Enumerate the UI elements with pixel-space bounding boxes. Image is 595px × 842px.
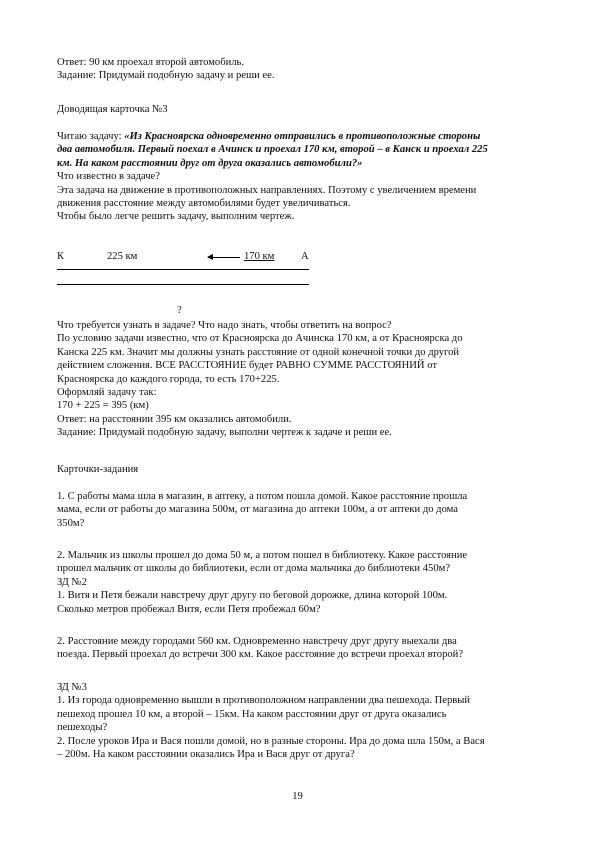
- sd3-heading: ЗД №3: [57, 682, 87, 693]
- answer-block: [57, 56, 547, 83]
- task-1-line-1: 1. С работы мама шла в магазин, в аптеку, а потом пошла домой. Какое расстояние прошла: [57, 491, 468, 502]
- read-prefix: Читаю задачу:: [57, 131, 125, 142]
- diagram-line-bottom: [57, 284, 309, 285]
- sd3-task-2-line-2: – 200м. На каком расстоянии оказались Ира и Вася друг от друга?: [57, 749, 355, 761]
- solution-line-2: По условию задачи известно, что от Красноярска до Ачинска 170 км, а от Красноярска до: [57, 333, 463, 345]
- problem-text-1: «Из Красноярска одновременно отправились в противоположные стороны: [124, 131, 481, 142]
- sd3-task-1-line-1: 1. Из города одновременно вышли в противоположном направлении два пешехода. Первый: [57, 695, 471, 707]
- task-1-line-2: мама, если от работы до магазина 500м, от магазина до аптеки 100м, а от аптеки до дома: [57, 504, 459, 516]
- label-kansk: К: [57, 251, 65, 262]
- explanation-line-3: Чтобы было легче решить задачу, выполним чертеж.: [57, 211, 295, 223]
- card3-problem: [57, 130, 547, 224]
- sd3-task-1-line-2: пешеход прошел 10 км, а второй – 15км. На каком расстоянии друг от друга оказались: [57, 708, 447, 720]
- answer-line: Ответ: 90 км проехал второй автомобиль.: [57, 57, 245, 68]
- sd3-block: [57, 681, 547, 761]
- problem-line-2: два автомобиля. Первый поехал в Ачинск и проехал 170 км, второй – в Канск и проехал 225: [57, 144, 488, 156]
- solution-line-4: действием сложения. ВСЕ РАССТОЯНИЕ будет РАВНО СУММЕ РАССТОЯНИЙ от: [57, 360, 438, 372]
- label-225-km: 225 км: [107, 251, 138, 262]
- sd3-task-1-line-3: пешеходы?: [57, 722, 108, 734]
- task-2-and-sd2: [57, 549, 547, 616]
- label-170-km: 170 км: [244, 251, 275, 262]
- distance-diagram: [57, 250, 357, 320]
- solution-line-6: Оформляй задачу так:: [57, 387, 157, 399]
- sd2-task-1-line-2: Сколько метров пробежал Витя, если Петя пробежал 60м?: [57, 603, 321, 615]
- explanation-line-2: движения расстояние между автомобилями будет увеличиваться.: [57, 198, 351, 210]
- question-known: Что известно в задаче?: [57, 171, 160, 183]
- problem-line-1: [57, 130, 547, 143]
- solution-line-3: Канска 225 км. Значит мы должны узнать расстояние от одной конечной точки до другой: [57, 346, 460, 358]
- sd3-task-2-line-1: 2. После уроков Ира и Вася пошли домой, но в разные стороны. Ира до дома шла 150м, а Вася: [57, 735, 485, 747]
- card3-heading: Доводящая карточка №3: [57, 104, 168, 115]
- task-1: [57, 490, 547, 530]
- sd2-task-1-line-1: 1. Витя и Петя бежали навстречу друг другу по беговой дорожке, длина которой 100м.: [57, 590, 448, 602]
- task-2-line-2: прошел мальчик от школы до библиотеки, если от дома мальчика до библиотеки 450м?: [57, 563, 451, 575]
- arrow-left-icon: [208, 257, 240, 258]
- solution-task: Задание: Придумай подобную задачу, выполни чертеж к задаче и реши ее.: [57, 427, 392, 439]
- card3-title: [57, 103, 547, 116]
- diagram-line-top: [57, 269, 309, 270]
- task-1-line-3: 350м?: [57, 517, 85, 529]
- solution-block: [57, 319, 547, 440]
- tasks-title: [57, 463, 547, 476]
- problem-line-3: км. На каком расстоянии друг от друга оказались автомобили?»: [57, 157, 363, 169]
- sd2-task-2-line-2: поезда. Первый проехал до встречи 300 км. Какое расстояние до встречи проехал второй?: [57, 649, 464, 661]
- diagram-question-mark: ?: [177, 305, 182, 316]
- tasks-heading: Карточки-задания: [57, 464, 139, 475]
- explanation-line-1: Эта задача на движение в противоположных направлениях. Поэтому с увеличением времени: [57, 184, 477, 196]
- solution-answer: Ответ: на расстоянии 395 км оказались автомобили.: [57, 413, 292, 425]
- solution-line-5: Красноярска до каждого города, то есть 170+225.: [57, 373, 280, 385]
- label-achinsk: А: [301, 251, 309, 262]
- sd2-task-2-line-1: 2. Расстояние между городами 560 км. Одновременно навстречу друг другу выехали два: [57, 636, 457, 647]
- page-number: 19: [292, 791, 303, 802]
- task-2-line-1: 2. Мальчик из школы прошел до дома 50 м, а потом пошел в библиотеку. Какое расстояние: [57, 550, 468, 561]
- solution-line-1: Что требуется узнать в задаче? Что надо знать, чтобы ответить на вопрос?: [57, 320, 392, 331]
- solution-equation: 170 + 225 = 395 (км): [57, 400, 149, 412]
- sd2-task-2: [57, 635, 547, 662]
- task-line: Задание: Придумай подобную задачу и реши ее.: [57, 70, 275, 82]
- sd2-heading: ЗД №2: [57, 576, 87, 588]
